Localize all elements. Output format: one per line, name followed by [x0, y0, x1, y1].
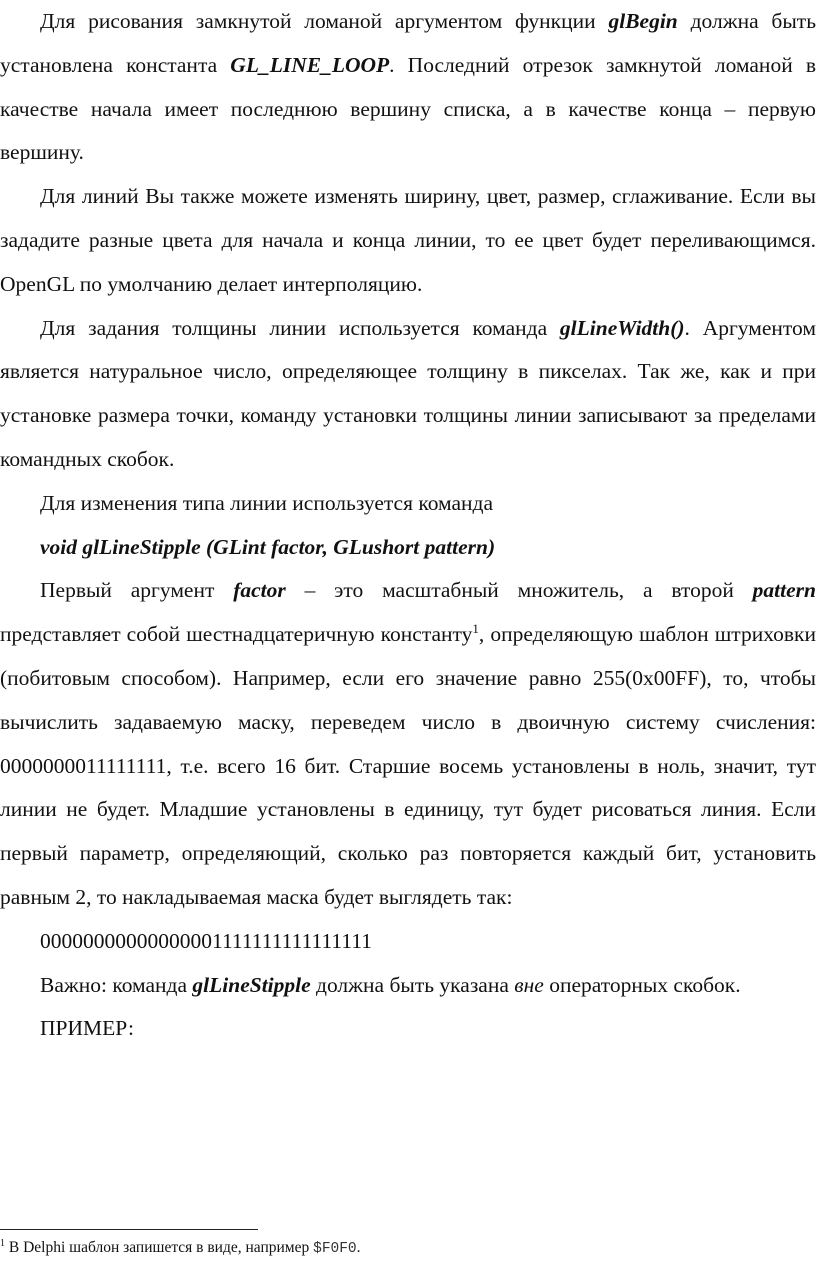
paragraph-important-note: Важно: команда glLineStipple должна быть указана вне операторных скобок.: [40, 972, 741, 997]
paragraph-stipple-arguments: Первый аргумент factor – это масштабный множитель, а второй pattern представляет собой шестнадцатеричную константу$^1$, определяющую шаблон штриховки (побитовым способом). Например, если его значение равно 255(0x00FF), то, чтобы вычислить задаваемую маску, переведем число в двоичную систему счисления: 0000000011111111, т.е. всего 16 бит. Старшие восемь установлены в ноль, значит, тут линии не будет. Младшие установлены в единицу, тут будет рисоваться линия. Если первый параметр, определяющий, сколько раз повторяется каждый бит, установить равным 2, то накладываемая маска будет выглядеть так:: [0, 578, 816, 909]
function-name-glbegin: glBegin: [608, 9, 678, 33]
footnote-divider: [0, 1229, 258, 1230]
paragraph-line-type: Для изменения типа линии используется команда: [40, 490, 494, 515]
argument-pattern: pattern: [752, 578, 816, 603]
footnote-code: $F0F0: [313, 1241, 357, 1257]
footnote-number: 1: [0, 1237, 5, 1249]
paragraph-line-loop: Для рисования замкнутой ломаной аргументом функции glBegin должна быть установлена константа GL_LINE_LOOP. Последний отрезок замкнутой ломаной в качестве начала имеет последнюю вершину списка, а в качестве конца – первую вершину.: [0, 9, 816, 165]
function-name-gllinestipple: glLineStipple: [192, 972, 311, 997]
function-name-gllinewidth: glLineWidth(): [559, 315, 685, 340]
binary-mask-example: 00000000000000001111111111111111: [40, 928, 373, 953]
code-signature-gllinestipple: void glLineStipple (GLint factor, GLushort pattern): [40, 534, 496, 559]
paragraph-line-width: Для задания толщины линии используется команда glLineWidth(). Аргументом является натуральное число, определяющее толщину в пикселах. Так же, как и при установке размера точки, команду установки толщины линии записывают за пределами командных скобок.: [0, 315, 816, 471]
argument-factor: factor: [233, 578, 286, 603]
example-heading: ПРИМЕР:: [40, 1016, 134, 1041]
emphasis-outside: вне: [514, 972, 544, 997]
footnote: $^1$ В Delphi шаблон запишется в виде, например $F0F0.: [0, 1237, 361, 1257]
paragraph-line-properties: Для линий Вы также можете изменять ширину, цвет, размер, сглаживание. Если вы зададите разные цвета для начала и конца линии, то ее цвет будет переливающимся. OpenGL по умолчанию делает интерполяцию.: [0, 184, 816, 296]
footnote-reference: 1: [472, 621, 479, 636]
constant-gl-line-loop: GL_LINE_LOOP: [230, 52, 390, 77]
